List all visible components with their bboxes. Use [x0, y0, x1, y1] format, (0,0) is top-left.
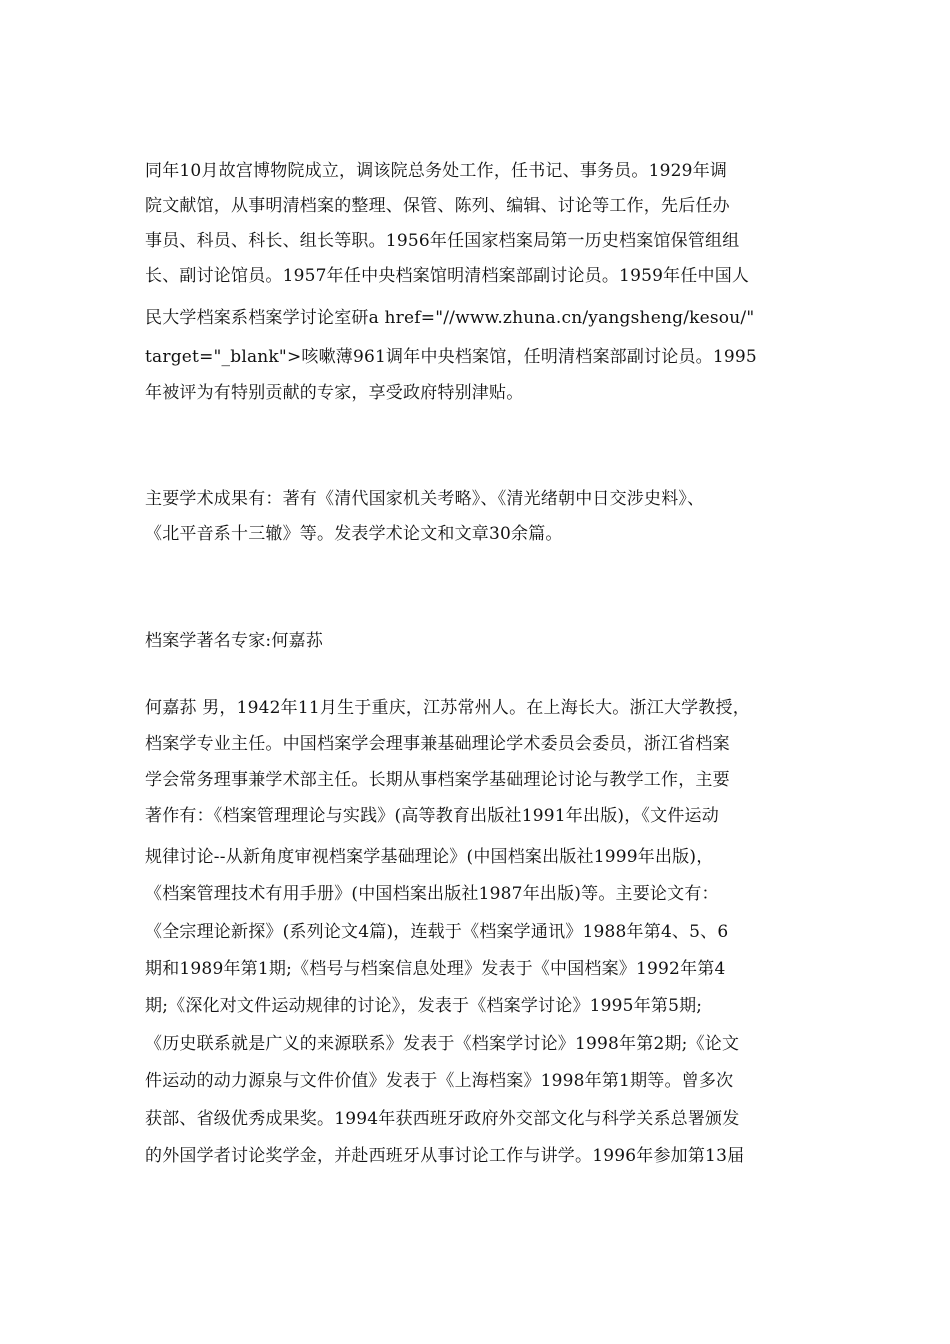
text-line: 规律讨论--从新角度审视档案学基础理论》(中国档案出版社1999年出版)， — [145, 847, 714, 867]
text-line: 《全宗理论新探》(系列论文4篇)，连载于《档案学通讯》1988年第4、5、6 — [145, 922, 729, 942]
text-line: target="_blank">咳嗽薄961调年中央档案馆，任明清档案部副讨论员。1995 — [145, 347, 757, 367]
text-line: 件运动的动力源泉与文件价值》发表于《上海档案》1998年第1期等。曾多次 — [145, 1071, 734, 1091]
text-line: 同年10月故宫博物院成立，调该院总务处工作，任书记、事务员。1929年调 — [145, 161, 728, 181]
text-line: 期;《深化对文件运动规律的讨论》，发表于《档案学讨论》1995年第5期; — [145, 996, 703, 1016]
text-line: 《档案管理技术有用手册》(中国档案出版社1987年出版)等。主要论文有： — [145, 884, 719, 904]
text-line: 长、副讨论馆员。1957年任中央档案馆明清档案部副讨论员。1959年任中国人 — [145, 266, 750, 286]
text-line: 《北平音系十三辙》等。发表学术论文和文章30余篇。 — [145, 524, 563, 544]
text-line: 何嘉荪 男，1942年11月生于重庆，江苏常州人。在上海长大。浙江大学教授， — [145, 698, 750, 718]
text-line: 年被评为有特别贡献的专家，享受政府特别津贴。 — [145, 383, 524, 403]
text-line: 期和1989年第1期;《档号与档案信息处理》发表于《中国档案》1992年第4 — [145, 959, 726, 979]
text-line: 档案学专业主任。中国档案学会理事兼基础理论学术委员会委员，浙江省档案 — [145, 734, 730, 754]
section-heading: 档案学著名专家:何嘉荪 — [145, 631, 323, 651]
text-line: 主要学术成果有：著有《清代国家机关考略》、《清光绪朝中日交涉史料》、 — [145, 489, 705, 509]
text-line: 获部、省级优秀成果奖。1994年获西班牙政府外交部文化与科学关系总署颁发 — [145, 1109, 740, 1129]
text-line: 学会常务理事兼学术部主任。长期从事档案学基础理论讨论与教学工作，主要 — [145, 770, 730, 790]
text-line: 民大学档案系档案学讨论室研a href="//www.zhuna.cn/yangsheng/kesou/" — [145, 308, 755, 328]
text-line: 院文献馆，从事明清档案的整理、保管、陈列、编辑、讨论等工作，先后任办 — [145, 196, 730, 216]
text-line: 事员、科员、科长、组长等职。1956年任国家档案局第一历史档案馆保管组组 — [145, 231, 740, 251]
text-line: 的外国学者讨论奖学金，并赴西班牙从事讨论工作与讲学。1996年参加第13届 — [145, 1146, 745, 1166]
text-line: 《历史联系就是广义的来源联系》发表于《档案学讨论》1998年第2期;《论文 — [145, 1034, 740, 1054]
text-line: 著作有：《档案管理理论与实践》(高等教育出版社1991年出版)，《文件运动 — [145, 806, 719, 826]
